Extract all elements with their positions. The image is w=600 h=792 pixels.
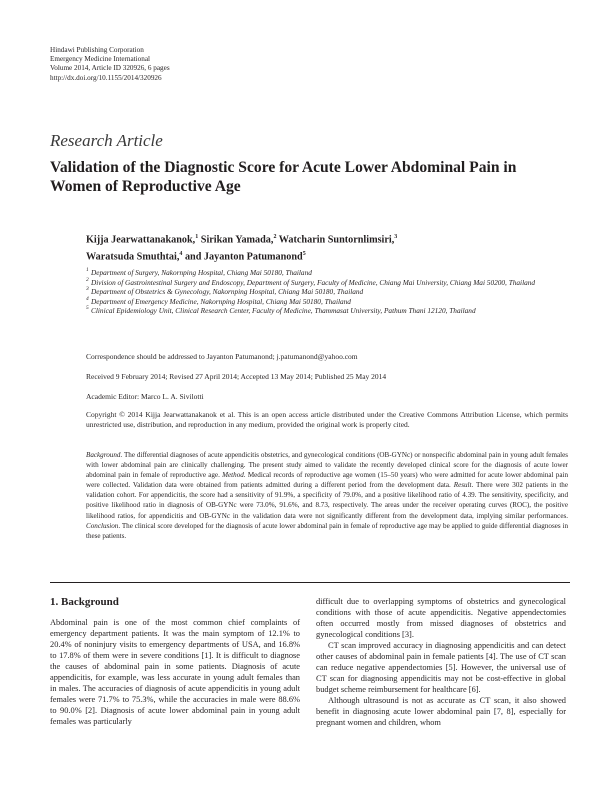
left-column <box>50 617 300 727</box>
abstract: Background. The differential diagnoses of acute appendicitis obstetrics, and gynecological conditions (OB-GYNc) or nonspecific abdominal pain in young adult females with lower abdominal pain are clinically challenging. The present study aimed to validate the recently developed clinical score for the diagnosis of acute lower abdominal pain in female of reproductive age. Method. Medical records of reproductive age women (15–50 years) who were admitted for acute lower abdominal pain were collected. Validation data were obtained from patients admitted during a different period from the development data. Result. There were 302 patients in the validation cohort. For appendicitis, the score had a sensitivity of 91.9%, a specificity of 79.0%, and a positive likelihood ratio of 4.39. The sensitivity, specificity, and positive likelihood ratio in diagnosis of OB-GYNc were 73.0%, 91.6%, and 8.73, respectively. The areas under the receiver operating curves (ROC), the positive likelihood ratios, for appendicitis and OB-GYNc in the validation data were not significantly different from the development data, implying similar performances. Conclusion. The clinical score developed for the diagnosis of acute lower abdominal pain in female of reproductive age may be applied to guide differential diagnoses in these patients. <box>86 451 568 540</box>
right-column <box>316 596 566 728</box>
section-heading: 1. Background <box>50 596 119 608</box>
affiliation: 3 Department of Obstetrics & Gynecology, Nakornping Hospital, Chiang Mai 50180, Thailand <box>86 286 364 297</box>
paragraph: Although ultrasound is not as accurate as CT scan, it also showed benefit in diagnosing acute lower abdominal pain [7, 8], especially for pregnant women and children, whom <box>316 696 566 727</box>
abstract-label-result: Result <box>453 481 472 490</box>
author-sup: 5 <box>302 251 306 258</box>
paragraph: Abdominal pain is one of the most common chief complaints of emergency department patients. It was the main symptom of 12.1% to 20.4% of noninjury visits to emergency departments of USA, and 16.8% to 17.8% of them were in severe conditions [1]. It is difficult to diagnose the causes of abdominal pain in some patients. Diagnosis of acute appendicitis, for example, was less accurate in young adult females than in males. The accuracies of diagnosis of acute appendicitis in young adult females were 71.7% to 75.3%, while the accuracies in male were 88.6% to 90.0% [2]. Diagnosis of acute lower abdominal pain in young adult females was particularly <box>50 618 300 726</box>
author-sup: 4 <box>179 251 183 258</box>
article-type: Research Article <box>50 131 163 150</box>
publisher: Hindawi Publishing Corporation <box>50 46 144 54</box>
doi-link[interactable]: http://dx.doi.org/10.1155/2014/320926 <box>50 73 162 82</box>
affiliation: 2 Division of Gastrointestinal Surgery and Endoscopy, Department of Surgery, Faculty of Medicine, Chiang Mai University, Chiang Mai 50200, Thailand <box>86 276 536 287</box>
academic-editor: Academic Editor: Marco L. A. Sivilotti <box>86 392 204 401</box>
abstract-label-background: Background <box>86 451 121 459</box>
author-sup: 1 <box>195 234 199 240</box>
author-name: Waratsuda Smuthtai, <box>86 251 180 263</box>
abstract-label-method: Method <box>222 471 244 480</box>
author-name: and Jayanton Patumanond <box>182 251 303 263</box>
affiliation: 1 Department of Surgery, Nakornping Hospital, Chiang Mai 50180, Thailand <box>86 267 312 277</box>
paragraph: CT scan improved accuracy in diagnosing appendicitis and can detect other causes of abdominal pain in female patients [4]. The use of CT scan can reduce negative appendectomies [5]. However, the universal use of CT scan for diagnosing appendicitis may not be cost-effective in global budget scheme reimbursement for healthcare [6]. <box>316 641 566 694</box>
affiliation: 5 Clinical Epidemiology Unit, Clinical Research Center, Faculty of Medicine, Thammasat University, Pathum Thani 12120, Thailand <box>86 305 476 316</box>
author-name: Kijja Jearwattanakanok, <box>86 234 196 246</box>
paragraph: difficult due to overlapping symptoms of obstetrics and gynecological conditions with those of acute appendicitis. Negative appendectomies often occurred mostly from missed diagnoses of obstetrics and gynecological conditions [3]. <box>316 597 566 639</box>
abstract-label-conclusion: Conclusion <box>86 521 119 530</box>
dates: Received 9 February 2014; Revised 27 April 2014; Accepted 13 May 2014; Published 25 May 2014 <box>86 372 387 381</box>
affiliation: 4 Department of Emergency Medicine, Nakornping Hospital, Chiang Mai 50180, Thailand <box>86 295 351 306</box>
section-divider <box>50 582 570 583</box>
author-sup: 2 <box>273 234 277 240</box>
affiliation-list <box>86 268 566 316</box>
author-sup: 3 <box>394 234 398 240</box>
copyright: Copyright © 2014 Kijja Jearwattanakanok et al. This is an open access article distributed under the Creative Commons Attribution License, which permits unrestricted use, distribution, and reproduction in any medium, provided the original work is properly cited. <box>86 410 568 429</box>
paper-title: Validation of the Diagnostic Score for Acute Lower Abdominal Pain in Women of Reproductive Age <box>50 159 517 195</box>
journal-name: Emergency Medicine International <box>50 55 151 64</box>
author-name: Watcharin Suntornlimsiri, <box>276 234 395 246</box>
correspondence: Correspondence should be addressed to Jayanton Patumanond; j.patumanond@yahoo.com <box>86 352 358 361</box>
author-list <box>86 230 566 265</box>
volume-line: Volume 2014, Article ID 320926, 6 pages <box>50 64 170 73</box>
author-name: Sirikan Yamada, <box>198 234 274 246</box>
journal-header <box>50 46 170 83</box>
